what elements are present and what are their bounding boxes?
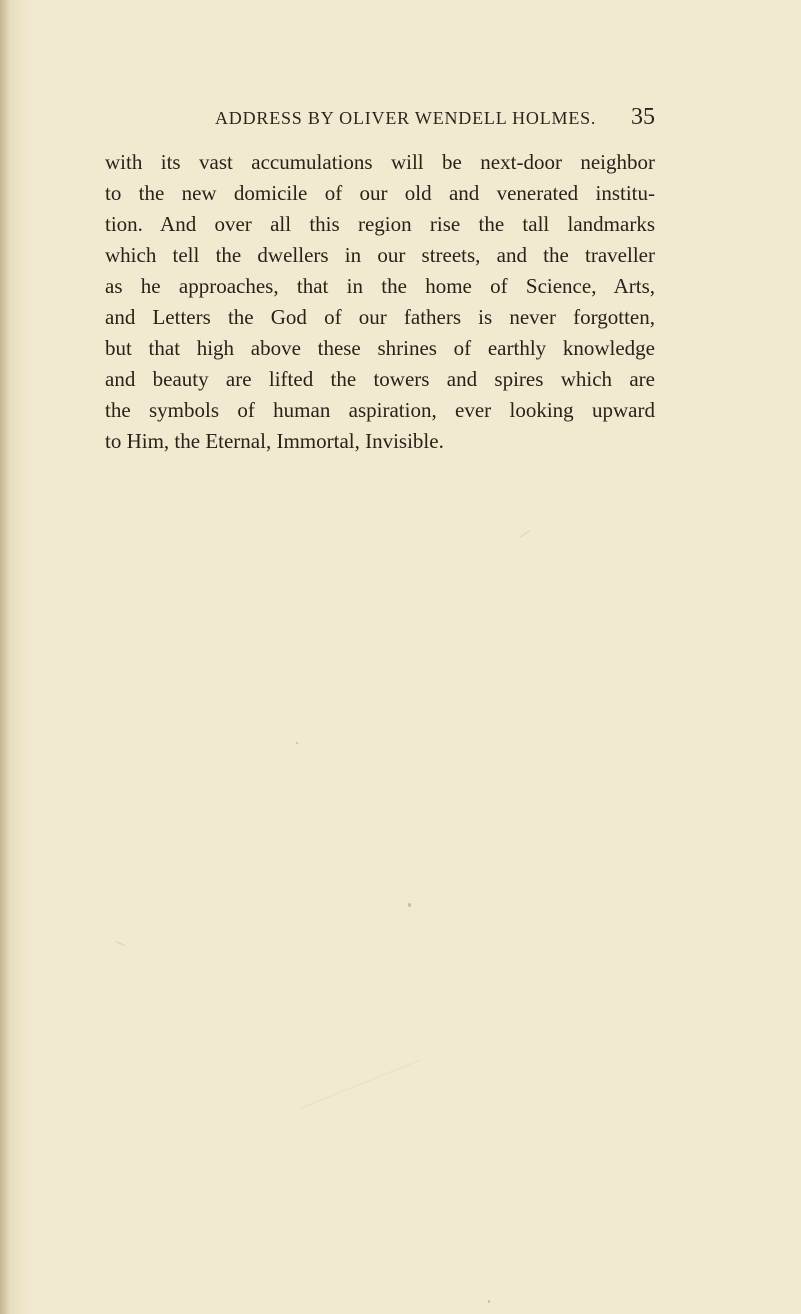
- paper-speck: [408, 382, 411, 385]
- text-line: and beauty are lifted the towers and spires which are: [105, 367, 655, 391]
- page-number: 35: [631, 104, 655, 130]
- text-line: but that high above these shrines of earthly knowledge: [105, 336, 655, 360]
- text-line: tion. And over all this region rise the tall landmarks: [105, 212, 655, 236]
- gutter-shadow: [0, 0, 10, 1314]
- running-title: ADDRESS BY OLIVER WENDELL HOLMES.: [215, 108, 597, 128]
- paper-crease: [300, 1059, 421, 1109]
- text-line: with its vast accumulations will be next-door neighbor: [105, 150, 655, 174]
- paper-speck: [296, 742, 298, 744]
- body-paragraph: [105, 147, 655, 457]
- text-line: the symbols of human aspiration, ever looking upward: [105, 398, 655, 422]
- paper-crease: [116, 941, 125, 946]
- paper-speck: [488, 1300, 490, 1303]
- paper-speck: [408, 903, 411, 907]
- text-line: and Letters the God of our fathers is never forgotten,: [105, 305, 655, 329]
- text-line: to the new domicile of our old and venerated institu-: [105, 181, 655, 205]
- text-line: which tell the dwellers in our streets, and the traveller: [105, 243, 655, 267]
- text-line: to Him, the Eternal, Immortal, Invisible.: [105, 429, 444, 453]
- paper-crease: [520, 530, 530, 538]
- text-line: as he approaches, that in the home of Science, Arts,: [105, 274, 655, 298]
- running-head: [0, 104, 801, 138]
